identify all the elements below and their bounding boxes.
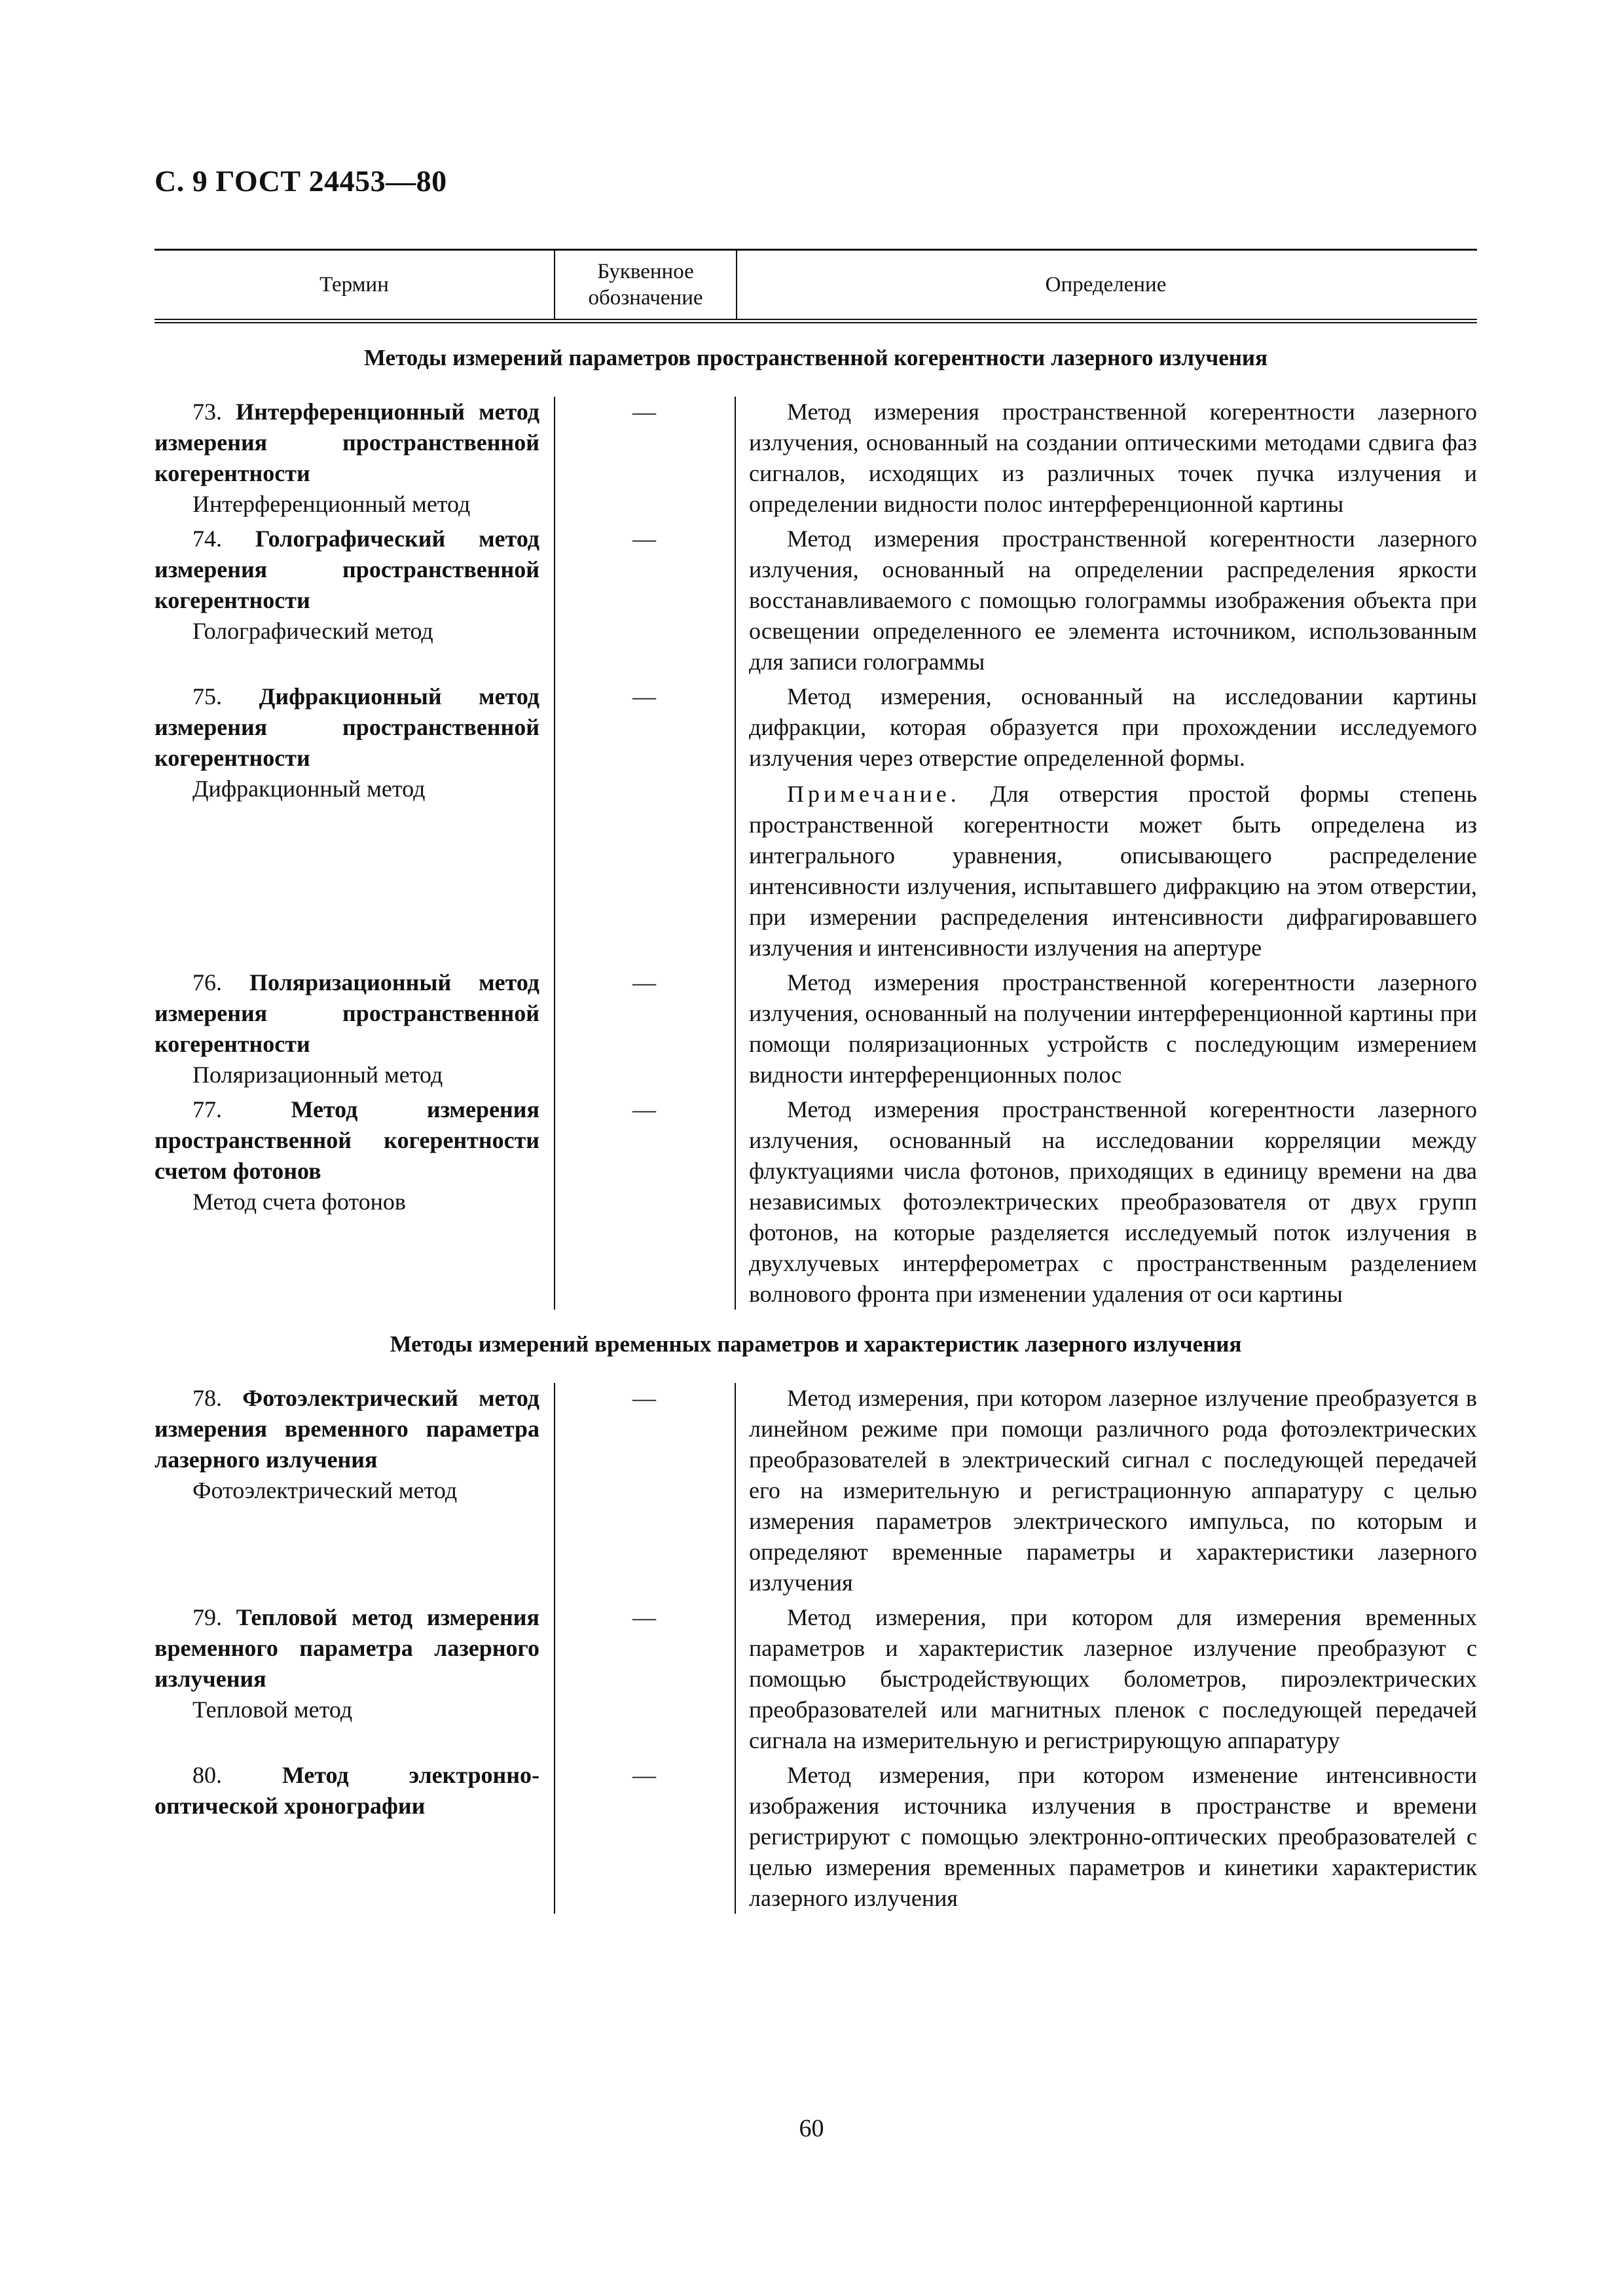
table-row <box>155 967 1477 1090</box>
table-row <box>155 524 1477 677</box>
definition-cell <box>735 681 1477 963</box>
term-cell <box>155 1383 554 1598</box>
term-short-form: Тепловой метод <box>192 1696 353 1723</box>
term-full <box>155 681 539 774</box>
table-row <box>155 1383 1477 1598</box>
term-full <box>155 1094 539 1187</box>
table-row <box>155 397 1477 520</box>
symbol-cell: — <box>632 969 656 996</box>
section-title: Методы измерений параметров пространственной когерентности лазерного излучения <box>363 345 1268 370</box>
term-number: 74. <box>192 526 222 552</box>
term-short-form: Метод счета фотонов <box>192 1189 406 1215</box>
definition-text: Метод измерения, при котором изменение интенсивности изображения источника излучения в пространстве и времени регистрируют с помощью электронно-оптических преобразователей с целью измерения временных параметров и кинетики характеристик лазерного излучения <box>749 1762 1477 1911</box>
term-name: Поляризационный метод измерения пространственной когерентности <box>155 969 539 1057</box>
definition-cell <box>735 967 1477 1090</box>
definition-cell <box>735 1383 1477 1598</box>
term-name: Интерференционный метод измерения пространственной когерентности <box>155 399 539 486</box>
term-short-form: Поляризационный метод <box>192 1062 443 1088</box>
symbol-cell: — <box>632 399 656 425</box>
term-cell <box>155 397 554 520</box>
header-symbol: Буквенное обозначение <box>554 251 737 319</box>
definition-text: Метод измерения пространственной когерентности лазерного излучения, основанный на получении интерференционной картины при помощи поляризационных устройств с последующим измерением видности интерференционных полос <box>749 969 1477 1088</box>
table-row <box>155 1760 1477 1914</box>
term-number: 73. <box>192 399 222 425</box>
symbol-cell: — <box>632 1604 656 1630</box>
table-header-row <box>155 249 1477 323</box>
definition-cell <box>735 1760 1477 1914</box>
section-title: Методы измерений временных параметров и характеристик лазерного излучения <box>390 1331 1242 1357</box>
term-short-form: Интерференционный метод <box>192 491 471 517</box>
section-entries <box>155 1383 1477 1914</box>
definition-text: Метод измерения пространственной когерентности лазерного излучения, основанный на исследовании корреляции между флуктуациями числа фотонов, приходящих в единицу времени на два независимых фотоэлектрических преобразователя от двух групп фотонов, на которые разделяется исследуемый поток излучения в двухлучевых интерферометрах с пространственным разделением волнового фронта при изменении удаления от оси картины <box>749 1096 1477 1307</box>
definition-text: Метод измерения пространственной когерентности лазерного излучения, основанный на создании оптическими методами сдвига фаз сигналов, исходящих из различных точек пучка излучения и определении видности полос интерференционной картины <box>749 399 1477 517</box>
term-number: 78. <box>192 1385 222 1411</box>
term-number: 77. <box>192 1096 222 1122</box>
term-number: 76. <box>192 969 222 996</box>
section-entries <box>155 397 1477 1310</box>
term-name: Метод измерения пространственной когерентности счетом фотонов <box>155 1096 539 1184</box>
term-full <box>155 1760 539 1821</box>
page-header: С. 9 ГОСТ 24453—80 <box>155 164 447 198</box>
terms-table <box>155 249 1477 1914</box>
definition-cell <box>735 524 1477 677</box>
symbol-cell: — <box>632 683 656 709</box>
term-cell <box>155 1602 554 1756</box>
term-full <box>155 397 539 489</box>
header-definition: Определение <box>1045 273 1167 296</box>
term-cell <box>155 967 554 1090</box>
table-row <box>155 681 1477 963</box>
symbol-cell: — <box>632 1096 656 1122</box>
term-name: Голографический метод измерения пространственной когерентности <box>155 526 540 613</box>
term-name: Дифракционный метод измерения пространственной когерентности <box>155 683 539 771</box>
header-term: Термин <box>319 273 389 296</box>
definition-text: Метод измерения, при котором для измерения временных параметров и характеристик лазерное излучение преобразуют с помощью быстродействующих болометров, пироэлектрических преобразователей или магнитных пленок с последующей передачей сигнала на измерительную и регистрирующую аппаратуру <box>749 1604 1477 1753</box>
term-number: 79. <box>192 1604 222 1630</box>
table-body <box>155 323 1477 1914</box>
term-full <box>155 967 539 1060</box>
definition-text: Метод измерения пространственной когерентности лазерного излучения, основанный на определении распределения яркости восстанавливаемого с помощью голограммы изображения объекта при освещении определенного ее элемента источником, использованным для записи голограммы <box>749 526 1477 675</box>
term-cell <box>155 681 554 963</box>
definition-text: Метод измерения, при котором лазерное излучение преобразуется в линейном режиме при помощи различного рода фотоэлектрических преобразователей в электрический сигнал с последующей передачей его на измерительную и регистрационную аппаратуру с целью измерения параметров электрического импульса, по которым и определяют временные параметры и характеристики лазерного излучения <box>749 1385 1477 1596</box>
term-number: 75. <box>192 683 222 709</box>
definition-cell <box>735 1602 1477 1756</box>
term-short-form: Фотоэлектрический метод <box>192 1477 458 1503</box>
term-name: Метод электронно-оптической хронографии <box>155 1762 539 1819</box>
definition-text: Метод измерения, основанный на исследовании картины дифракции, которая образуется при прохождении исследуемого излучения через отверстие определенной формы. <box>749 683 1477 771</box>
definition-cell <box>735 397 1477 520</box>
term-short-form: Голографический метод <box>192 618 433 644</box>
term-name: Фотоэлектрический метод измерения временного параметра лазерного излучения <box>155 1385 539 1473</box>
term-cell <box>155 1094 554 1310</box>
definition-cell <box>735 1094 1477 1310</box>
note-label: Примечание. <box>787 781 960 807</box>
symbol-cell: — <box>632 526 656 552</box>
table-row <box>155 1602 1477 1756</box>
symbol-cell: — <box>632 1762 656 1788</box>
term-full <box>155 1383 539 1475</box>
term-full <box>155 524 539 616</box>
definition-note <box>749 779 1477 963</box>
symbol-cell: — <box>632 1385 656 1411</box>
term-name: Тепловой метод измерения временного параметра лазерного излучения <box>155 1604 539 1692</box>
table-row <box>155 1094 1477 1310</box>
page-number: 60 <box>799 2115 824 2142</box>
term-short-form: Дифракционный метод <box>192 776 426 802</box>
term-full <box>155 1602 539 1695</box>
term-number: 80. <box>192 1762 222 1788</box>
term-cell <box>155 524 554 677</box>
note-text: Для отверстия простой формы степень пространственной когерентности может быть определена из интегрального уравнения, описывающего распределение интенсивности излучения, испытавшего дифракцию на этом отверстии, при измерении распределения интенсивности дифрагировавшего излучения и интенсивности излучения на апертуре <box>749 781 1478 961</box>
term-cell <box>155 1760 554 1914</box>
